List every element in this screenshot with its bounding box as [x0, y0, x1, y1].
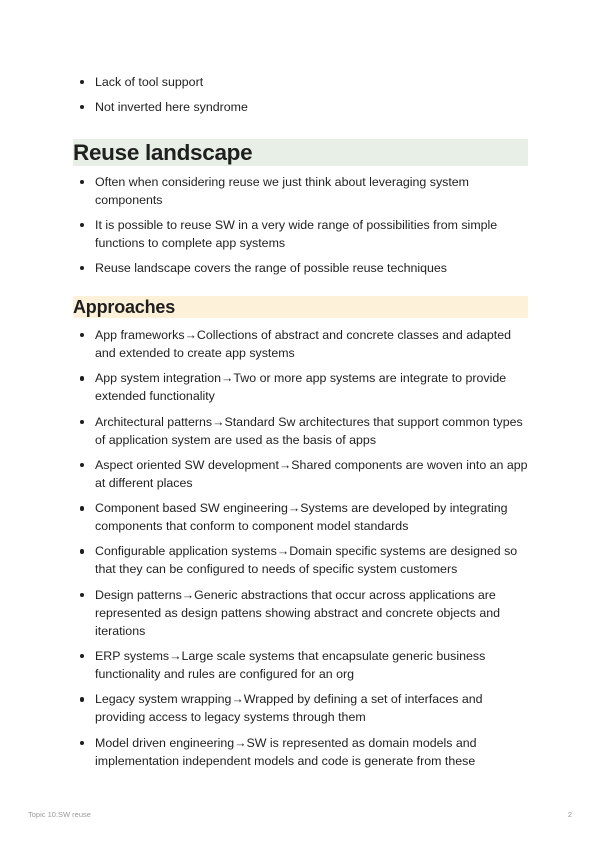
list-item: Not inverted here syndrome — [73, 98, 523, 116]
approaches-bullet-list — [73, 326, 528, 777]
section-heading-reuse-landscape: Reuse landscape — [73, 139, 528, 166]
list-item: Legacy system wrapping→Wrapped by defining a set of interfaces and providing access to legacy systems through them — [73, 690, 528, 726]
list-item: Lack of tool support — [73, 73, 523, 91]
section-heading-approaches: Approaches — [73, 296, 528, 318]
list-item: App system integration→Two or more app systems are integrate to provide extended functionality — [73, 369, 528, 405]
list-item: It is possible to reuse SW in a very wide range of possibilities from simple functions to complete app systems — [73, 216, 523, 252]
footer-page-number: 2 — [567, 810, 572, 819]
list-item: Design patterns→Generic abstractions that occur across applications are represented as design pattens showing abstract and concrete objects and iterations — [73, 586, 528, 640]
reuse-landscape-bullet-list — [73, 173, 523, 284]
list-item: Model driven engineering→SW is represented as domain models and implementation independent models and code is generate from these — [73, 734, 528, 770]
list-item: Architectural patterns→Standard Sw architectures that support common types of application system are used as the basis of apps — [73, 413, 528, 449]
intro-bullet-list — [73, 73, 523, 123]
footer-topic-label: Topic 10.SW reuse — [28, 810, 91, 819]
list-item: ERP systems→Large scale systems that encapsulate generic business functionality and rules are configured for an org — [73, 647, 528, 683]
list-item: Aspect oriented SW development→Shared components are woven into an app at different places — [73, 456, 528, 492]
list-item: Reuse landscape covers the range of possible reuse techniques — [73, 259, 523, 277]
list-item: Often when considering reuse we just think about leveraging system components — [73, 173, 523, 209]
list-item: Component based SW engineering→Systems are developed by integrating components that conform to component model standards — [73, 499, 528, 535]
list-item: Configurable application systems→Domain specific systems are designed so that they can be configured to needs of specific system customers — [73, 542, 528, 578]
list-item: App frameworks→Collections of abstract and concrete classes and adapted and extended to create app systems — [73, 326, 528, 362]
